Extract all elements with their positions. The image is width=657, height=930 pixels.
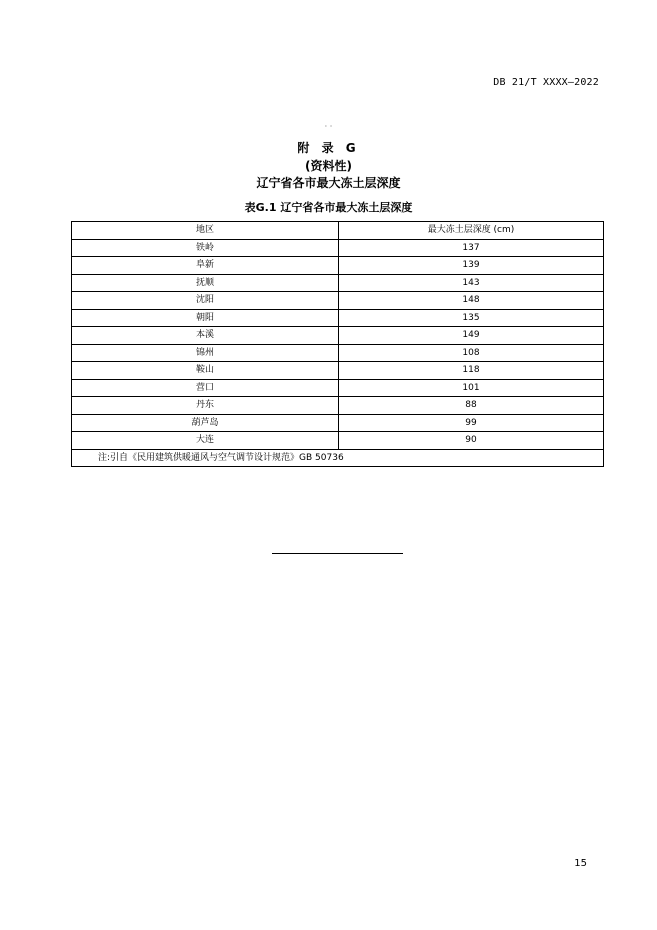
depth-cell: 88	[339, 397, 604, 415]
depth-cell: 90	[339, 432, 604, 450]
region-cell: 朝阳	[72, 309, 339, 327]
appendix-nature: (资料性)	[305, 159, 352, 173]
standard-code: DB 21/T XXXX—2022	[493, 77, 599, 88]
frost-depth-table	[71, 221, 604, 467]
depth-cell: 148	[339, 292, 604, 310]
table-row	[72, 274, 604, 292]
region-cell: 锦州	[72, 344, 339, 362]
depth-cell: 118	[339, 362, 604, 380]
table-caption: 表G.1 辽宁省各市最大冻土层深度	[244, 201, 413, 214]
region-cell: 本溪	[72, 327, 339, 345]
table-note-row	[72, 449, 604, 467]
table-row	[72, 379, 604, 397]
table-row	[72, 432, 604, 450]
depth-cell: 139	[339, 257, 604, 275]
depth-cell: 149	[339, 327, 604, 345]
table-row	[72, 414, 604, 432]
appendix-title: 附 录 G	[297, 141, 360, 155]
region-cell: 阜新	[72, 257, 339, 275]
table-row	[72, 362, 604, 380]
depth-cell: 99	[339, 414, 604, 432]
depth-cell: 143	[339, 274, 604, 292]
region-cell: 大连	[72, 432, 339, 450]
page-number: 15	[574, 858, 587, 869]
region-cell: 丹东	[72, 397, 339, 415]
table-row	[72, 309, 604, 327]
depth-cell: 101	[339, 379, 604, 397]
table-note: 注:引自《民用建筑供暖通风与空气调节设计规范》GB 50736	[72, 449, 604, 467]
region-cell: 沈阳	[72, 292, 339, 310]
region-cell: 抚顺	[72, 274, 339, 292]
depth-cell: 137	[339, 239, 604, 257]
table-row	[72, 327, 604, 345]
table-row	[72, 344, 604, 362]
end-of-document-rule	[272, 553, 403, 554]
column-header-region: 地区	[72, 222, 339, 240]
region-cell: 鞍山	[72, 362, 339, 380]
region-cell: 营口	[72, 379, 339, 397]
depth-cell: 135	[339, 309, 604, 327]
decorative-dots: · ·	[324, 122, 333, 131]
region-cell: 铁岭	[72, 239, 339, 257]
region-cell: 葫芦岛	[72, 414, 339, 432]
depth-cell: 108	[339, 344, 604, 362]
table-row	[72, 239, 604, 257]
column-header-depth: 最大冻土层深度 (cm)	[339, 222, 604, 240]
appendix-heading: 辽宁省各市最大冻土层深度	[256, 176, 401, 190]
table-header-row	[72, 222, 604, 240]
table-row	[72, 397, 604, 415]
table-row	[72, 292, 604, 310]
table-row	[72, 257, 604, 275]
